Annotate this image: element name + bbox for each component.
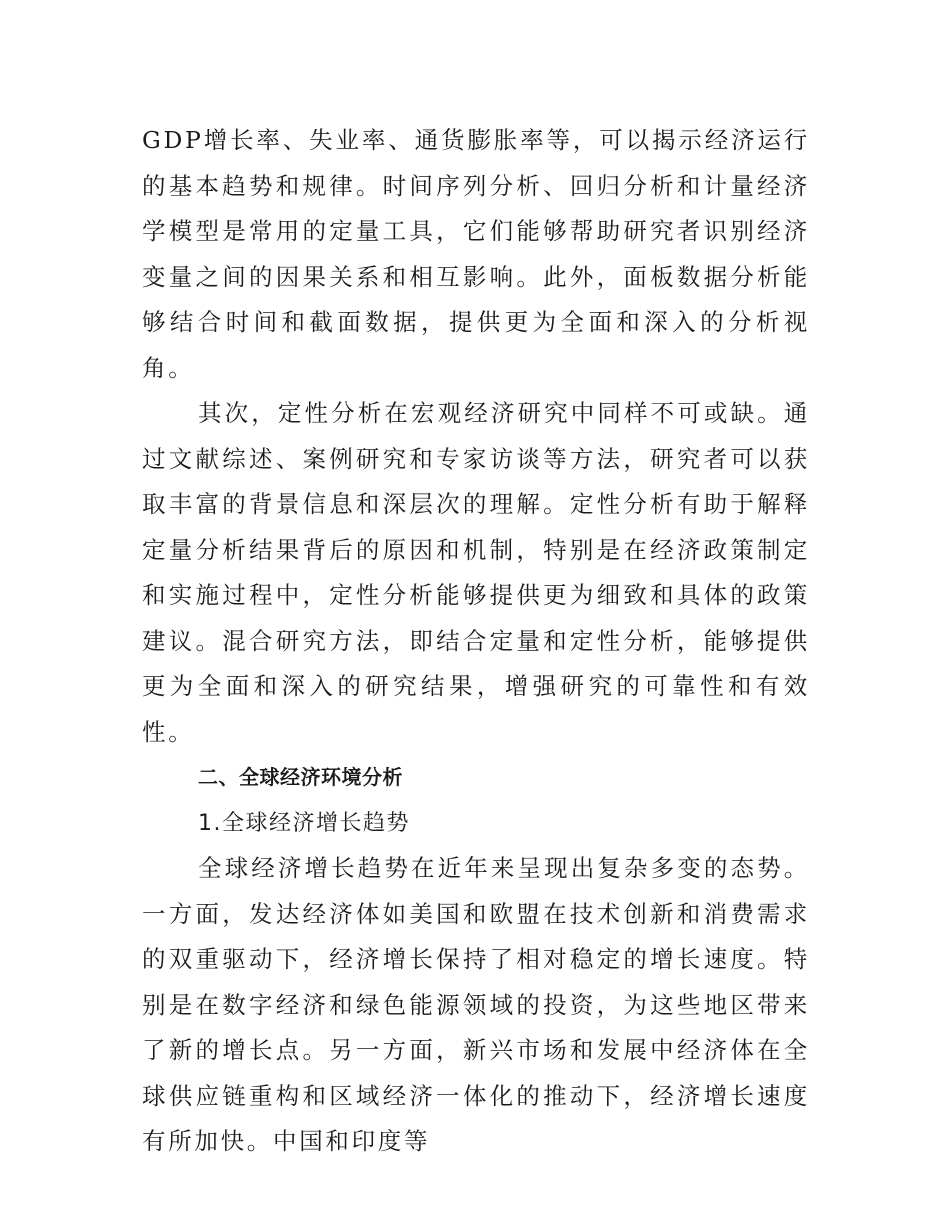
paragraph-quantitative-tools: GDP增长率、失业率、通货膨胀率等，可以揭示经济运行的基本趋势和规律。时间序列分析、回归分析和计量经济学模型是常用的定量工具，它们能够帮助研究者识别经济变量之间的因果关系和相互影响。此外，面板数据分析能够结合时间和截面数据，提供更为全面和深入的分析视角。 — [142, 126, 810, 382]
paragraph-qualitative-analysis: 其次，定性分析在宏观经济研究中同样不可或缺。通过文献综述、案例研究和专家访谈等方法，研究者可以获取丰富的背景信息和深层次的理解。定性分析有助于解释定量分析结果背后的原因和机制，特别是在经济政策制定和实施过程中，定性分析能够提供更为细致和具体的政策建议。混合研究方法，即结合定量和定性分析，能够提供更为全面和深入的研究结果，增强研究的可靠性和有效性。 — [142, 399, 810, 746]
document-body — [142, 118, 810, 1165]
paragraph-global-growth: 全球经济增长趋势在近年来呈现出复杂多变的态势。一方面，发达经济体如美国和欧盟在技术创新和消费需求的双重驱动下，经济增长保持了相对稳定的增长速度。特别是在数字经济和绿色能源领域的投资，为这些地区带来了新的增长点。另一方面，新兴市场和发展中经济体在全球供应链重构和区域经济一体化的推动下，经济增长速度有所加快。中国和印度等 — [142, 854, 810, 1155]
subsection-heading: 1.全球经济增长趋势 — [198, 810, 410, 836]
section-heading: 二、全球经济环境分析 — [198, 765, 403, 789]
